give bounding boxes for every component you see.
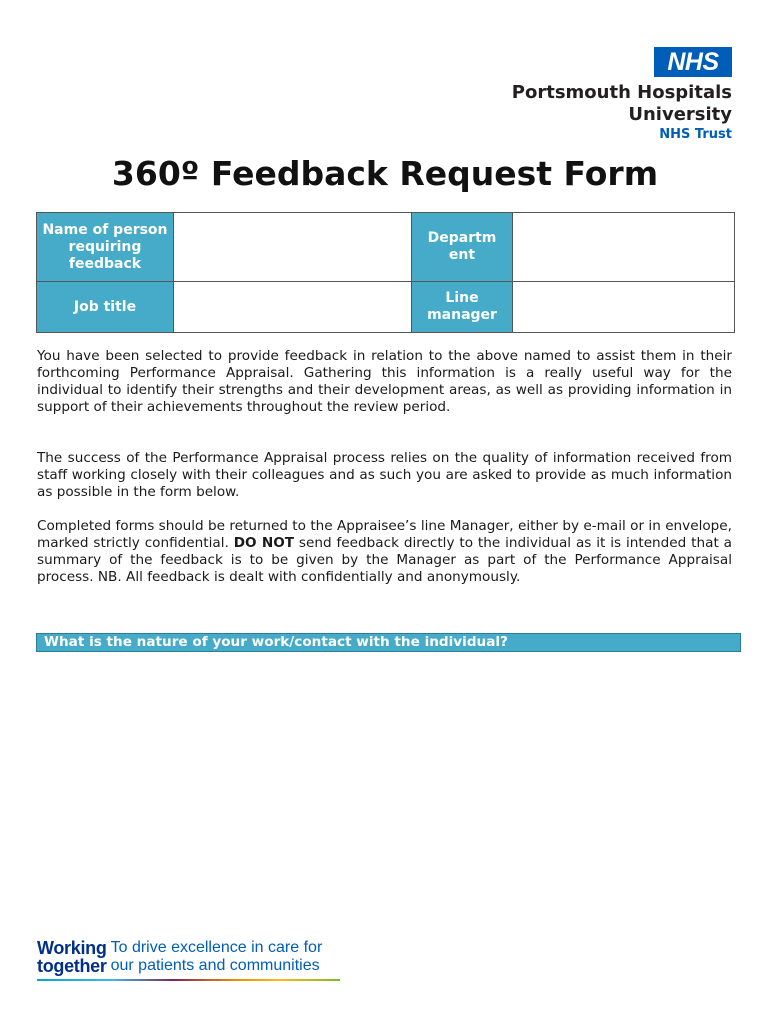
- footer-slogan: [37, 939, 342, 981]
- return-instructions-paragraph: [37, 518, 732, 586]
- tagline-line2: our patients and communities: [110, 957, 320, 974]
- footer-tagline: [111, 939, 323, 975]
- details-table: [36, 212, 735, 333]
- page-title: 360º Feedback Request Form: [111, 154, 659, 193]
- name-field[interactable]: [174, 213, 412, 282]
- return-instructions-text: Completed forms should be returned to the Appraisee’s line Manager, either by e-mail or in envelope, marked strictly confidential.: [37, 518, 732, 551]
- line-manager-label: Line manager: [412, 282, 513, 333]
- nhs-logo: NHS: [654, 47, 732, 77]
- name-label: Name of person requiring feedback: [37, 213, 174, 282]
- question-heading: What is the nature of your work/contact with the individual?: [36, 633, 741, 652]
- department-label: Departm ent: [412, 213, 513, 282]
- working-together-logo: [37, 939, 107, 975]
- success-paragraph: The success of the Performance Appraisal process relies on the quality of information received from staff working closely with their colleagues and as such you are asked to provide as much information as possible in the form below.: [37, 450, 732, 500]
- intro-paragraph: You have been selected to provide feedback in relation to the above named to assist them in their forthcoming Performance Appraisal. Gathering this information is a really useful way for the individual to identify their strengths and their development areas, as well as providing information in support of their achievements throughout the review period.: [37, 348, 732, 415]
- org-trust-label: NHS Trust: [659, 127, 732, 142]
- department-field[interactable]: [513, 213, 735, 282]
- job-title-label: Job title: [37, 282, 174, 333]
- line-manager-field[interactable]: [513, 282, 735, 333]
- job-title-field[interactable]: [174, 282, 412, 333]
- organisation-name: [512, 82, 732, 126]
- return-instructions-text-cont: send feedback directly to the individual as it is intended that a summary of the feedback is to be given by the Manager as part of the Performance Appraisal process. NB. All feedback is dealt with confidentially and anonymously.: [37, 535, 732, 585]
- working-word: Working: [37, 938, 107, 958]
- table-row: [37, 282, 735, 333]
- do-not-emphasis: DO NOT: [233, 535, 295, 551]
- org-name-line2: University: [628, 104, 732, 125]
- table-row: [37, 213, 735, 282]
- org-name-line1: Portsmouth Hospitals: [511, 82, 732, 103]
- rainbow-divider: [37, 979, 340, 981]
- tagline-line1: To drive excellence in care for: [110, 939, 323, 956]
- together-word: together: [37, 956, 107, 976]
